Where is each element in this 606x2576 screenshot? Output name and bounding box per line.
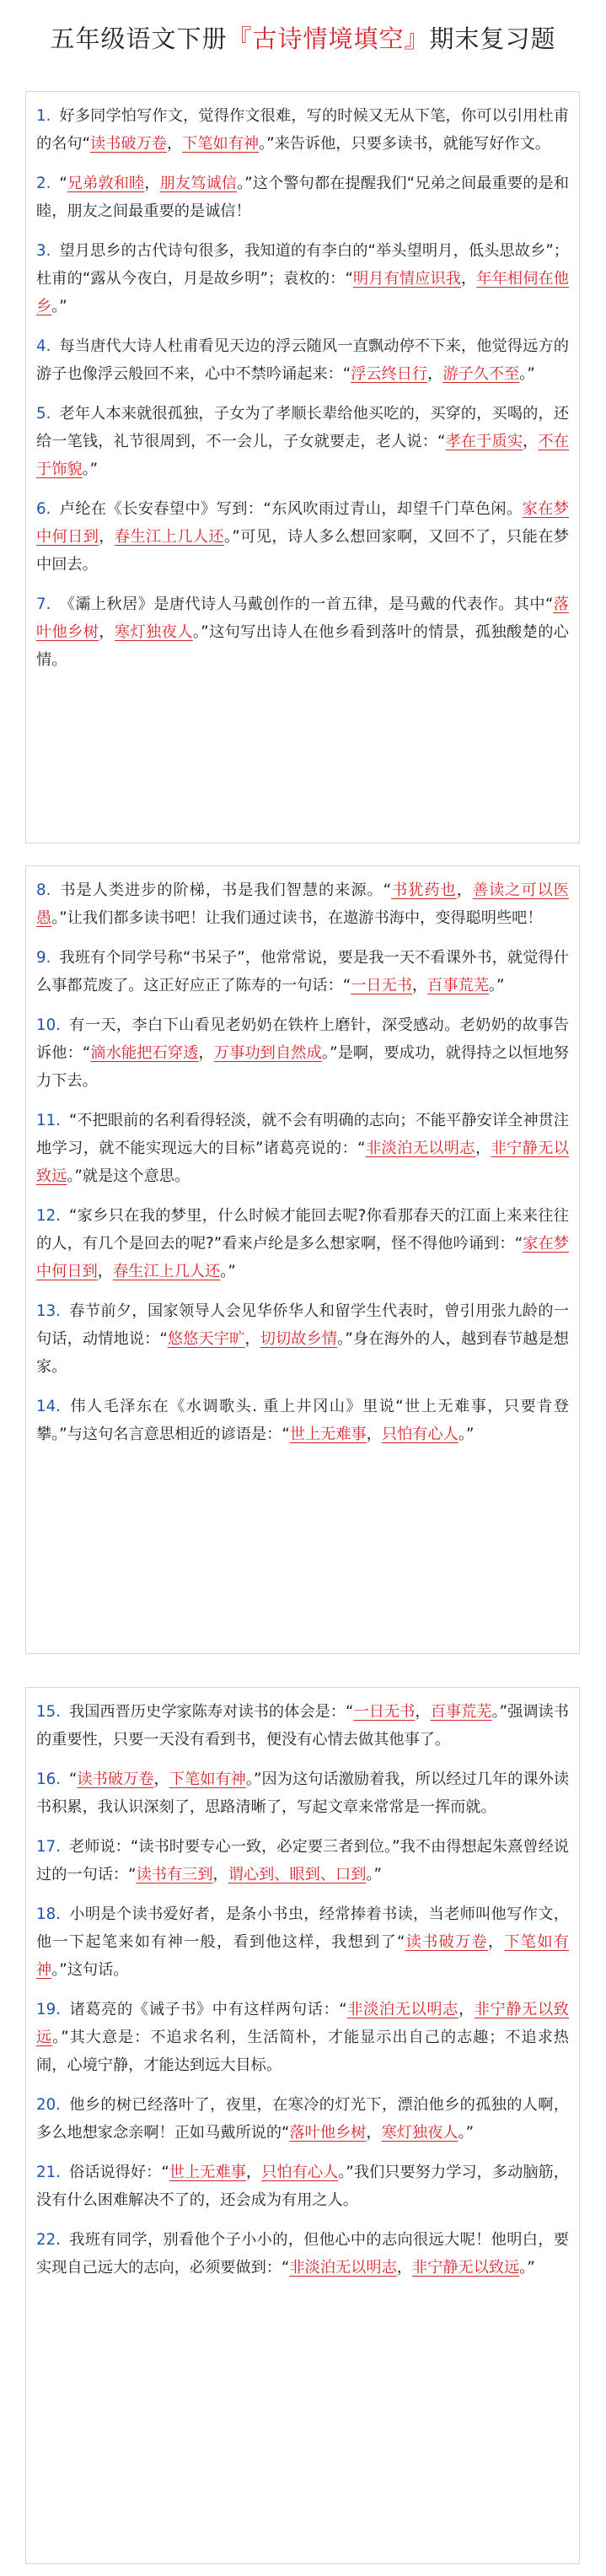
answer-text: 年年相伺在他乡: [36, 270, 569, 315]
question-text: 。”: [220, 1263, 236, 1280]
question-text: “不把眼前的名利看得轻淡，就不会有明确的志向；不能平静安详全神贯注地学习，就不能实现远大的目标”诸葛亮说的：“: [36, 1112, 569, 1157]
question-text: 我班有同学，别看他个子小小的，但他心中的志向很远大呢！他明白，要实现自己远大的志向，必须要做到：“: [36, 2231, 569, 2277]
question-card-3: [25, 1687, 580, 2564]
question-text: 。”是啊，要成功，就得持之以恒地努力下去。: [36, 1044, 569, 1090]
question-text: ，: [523, 433, 539, 450]
question-text: ，: [461, 270, 477, 288]
answer-text: 游子久不至: [442, 365, 520, 383]
answer-text: 读书破万卷: [405, 1933, 488, 1951]
question-item: [36, 170, 569, 225]
question-number: 1.: [36, 107, 51, 125]
question-text: 《灞上秋居》是唐代诗人马戴创作的一首五律，是马戴的代表作。其中“: [59, 595, 554, 613]
title-suffix: 期末复习题: [429, 24, 556, 53]
answer-text: 读书破万卷: [90, 135, 167, 153]
question-number: 17.: [36, 1838, 61, 1856]
question-number: 5.: [36, 405, 51, 423]
question-text: 他乡的树已经落叶了，夜里，在寒冷的灯光下，漂泊他乡的孤独的人啊，多么地想家念亲啊！正如马戴所说的“: [36, 2096, 569, 2142]
answer-text: 滴水能把石穿透: [90, 1044, 199, 1062]
question-text: 伟人毛泽东在《水调歌头. 重上井冈山》里说“世上无难事，只要肯登攀。”与这句名言意思相近的谚语是：“: [36, 1398, 569, 1443]
answer-text: 下笔如有神: [36, 1933, 569, 1979]
question-text: ，: [458, 2001, 475, 2018]
answer-text: 孝在于质实: [445, 433, 523, 450]
question-item: [36, 332, 569, 388]
question-text: 。”这句话。: [51, 1961, 129, 1979]
question-text: 俗话说得好：“: [68, 2164, 169, 2181]
question-item: [36, 1107, 569, 1190]
question-item: [36, 2158, 569, 2214]
question-text: 。”: [51, 298, 67, 315]
question-text: 好多同学怕写作文，觉得作文很难，写的时候又无从下笔，你可以引用杜甫的名句“: [36, 107, 569, 153]
question-text: ，: [487, 1933, 505, 1951]
question-item: [36, 1698, 569, 1754]
answer-text: 世上无难事: [289, 1425, 367, 1443]
answer-text: 万事功到自然成: [213, 1044, 322, 1062]
question-item: [36, 1393, 569, 1448]
title-prefix: 五年级语文下册: [50, 24, 228, 53]
question-number: 21.: [36, 2164, 61, 2181]
question-text: 春节前夕，国家领导人会见华侨华人和留学生代表时，曾引用张九龄的一句话，动情地说：“: [36, 1302, 569, 1348]
title-highlight: 『古诗情境填空』: [227, 24, 430, 53]
question-text: 望月思乡的古代诗句很多，我知道的有李白的“举头望明月，低头思故乡”；杜甫的“露从今夜白，月是故乡明”；袁枚的：“: [36, 242, 569, 288]
question-text: ，: [411, 977, 428, 994]
question-text: 。”: [519, 365, 535, 383]
answer-text: 非宁静无以致远: [36, 1140, 569, 1185]
answer-text: 书犹药也: [391, 881, 457, 899]
question-text: 老师说：“读书时要专心一致，必定要三者到位。”我不由得想起朱熹曾经说过的一句话：“: [36, 1838, 569, 1883]
answer-text: 春生江上几人还: [112, 1263, 221, 1280]
answer-text: 兄弟敦和睦: [67, 175, 145, 192]
question-item: [36, 1011, 569, 1095]
question-text: 。”可见，诗人多么想回家啊，又回不了，只能在梦中回去。: [36, 528, 569, 574]
answer-text: 切切故乡情: [260, 1330, 338, 1348]
question-item: [36, 590, 569, 674]
question-text: ，: [97, 1263, 113, 1280]
question-text: ，: [212, 1866, 228, 1883]
answer-text: 下笔如有神: [182, 135, 260, 153]
question-text: ，: [153, 1770, 169, 1788]
question-number: 4.: [36, 337, 51, 355]
question-text: “家乡只在我的梦里，什么时候才能回去呢?你看那春天的江面上来来往往的人，有几个是回去的呢?”看来卢纶是多么想家啊，怪不得他吟诵到：“: [36, 1207, 569, 1253]
question-text: 书是人类进步的阶梯，书是我们智慧的来源。“: [59, 881, 392, 899]
question-text: “: [59, 175, 67, 192]
question-number: 7.: [36, 595, 51, 613]
question-number: 22.: [36, 2231, 61, 2249]
question-item: [36, 1765, 569, 1821]
answer-text: 落叶他乡树: [289, 2124, 367, 2142]
answer-text: 只怕有心人: [381, 1425, 459, 1443]
answer-text: 家在梦中何日到: [36, 500, 569, 546]
question-text: 。”其大意是：不追求名利，生活简朴，才能显示出自己的志趣；不追求热闹，心境宁静，才能达到远大目标。: [36, 2029, 569, 2074]
answer-text: 一日无书: [353, 1703, 416, 1721]
question-number: 6.: [36, 500, 51, 518]
answer-text: 百事荒芜: [427, 977, 489, 994]
question-text: ，: [244, 1330, 260, 1348]
answer-text: 谓心到、眼到、口到: [228, 1866, 367, 1883]
answer-text: 落叶他乡树: [36, 595, 569, 641]
question-number: 9.: [36, 949, 51, 967]
question-item: [36, 944, 569, 1000]
question-item: [36, 1996, 569, 2079]
question-text: ，: [144, 175, 160, 192]
answer-text: 非淡泊无以明志: [365, 1140, 475, 1157]
answer-text: 明月有情应识我: [352, 270, 462, 288]
answer-text: 不在于饰貌: [36, 433, 569, 478]
question-text: ，: [427, 365, 443, 383]
question-number: 8.: [36, 881, 51, 899]
question-text: ，: [99, 623, 115, 641]
question-text: 。”来告诉他，只要多读书，就能写好作文。: [259, 135, 550, 153]
answer-text: 只怕有心人: [261, 2164, 339, 2181]
question-text: 。”: [82, 461, 99, 478]
answer-text: 悠悠天宇旷: [167, 1330, 245, 1348]
question-number: 3.: [36, 242, 51, 260]
question-text: ，: [475, 1140, 491, 1157]
question-item: [36, 102, 569, 158]
question-text: 我国西晋历史学家陈寿对读书的体会是：“: [68, 1703, 354, 1721]
question-text: “: [68, 1770, 78, 1788]
question-text: 每当唐代大诗人杜甫看见天边的浮云随风一直飘动停不下来，他觉得远方的游子也像浮云般回不来，心中不禁吟诵起来：“: [36, 337, 569, 383]
question-item: [36, 2091, 569, 2147]
question-text: 有一天，李白下山看见老奶奶在铁杵上磨针，深受感动。老奶奶的故事告诉他：“: [36, 1016, 569, 1062]
answer-text: 寒灯独夜人: [114, 623, 193, 641]
answer-text: 读书破万卷: [77, 1770, 154, 1788]
question-text: 。”身在海外的人，越到春节越是想家。: [36, 1330, 569, 1376]
question-item: [36, 2226, 569, 2282]
question-number: 16.: [36, 1770, 61, 1788]
question-text: 我班有个同学号称“书呆子”，他常常说，要是我一天不看课外书，就觉得什么事都荒废了。这正好应正了陈寿的一句话：“: [36, 949, 569, 994]
question-number: 11.: [36, 1112, 61, 1129]
question-number: 12.: [36, 1207, 61, 1225]
question-item: [36, 1900, 569, 1984]
question-text: 老年人本来就很孤独，子女为了孝顺长辈给他买吃的，买穿的，买喝的，还给一笔钱，礼节很周到，不一会儿，子女就要走，老人说：“: [36, 405, 569, 450]
answer-text: 非淡泊无以明志: [346, 2001, 459, 2018]
answer-text: 寒灯独夜人: [381, 2124, 459, 2142]
question-item: [36, 1202, 569, 1285]
question-text: 。”: [519, 2259, 535, 2277]
question-text: ，: [415, 1703, 431, 1721]
question-item: [36, 1297, 569, 1381]
answer-text: 非宁静无以致远: [36, 2001, 569, 2046]
answer-text: 浮云终日行: [351, 365, 428, 383]
question-item: [36, 495, 569, 579]
answer-text: 春生江上几人还: [114, 528, 224, 546]
question-text: 。”强调读书的重要性，只要一天没有看到书，便没有心情去做其他事了。: [36, 1703, 569, 1749]
question-card-1: [25, 91, 580, 843]
question-item: [36, 237, 569, 321]
question-card-2: [25, 865, 580, 1654]
answer-text: 百事荒芜: [430, 1703, 492, 1721]
question-item: [36, 400, 569, 483]
question-text: ，: [166, 135, 183, 153]
question-number: 15.: [36, 1703, 61, 1721]
question-item: [36, 1833, 569, 1889]
answer-text: 家在梦中何日到: [36, 1235, 569, 1280]
question-text: 。”这个警句都在提醒我们“兄弟之间最重要的是和睦，朋友之间最重要的是诚信！: [36, 175, 569, 220]
answer-text: 下笔如有神: [169, 1770, 246, 1788]
question-number: 10.: [36, 1016, 61, 1034]
question-text: 。”: [458, 2124, 475, 2142]
question-text: ，: [245, 2164, 262, 2181]
answer-text: 一日无书: [351, 977, 412, 994]
question-text: 。”这句写出诗人在他乡看到落叶的情景，孤独酸楚的心情。: [36, 623, 569, 669]
answer-text: 非宁静无以致远: [411, 2259, 520, 2277]
question-text: ，: [366, 1425, 382, 1443]
question-text: 诸葛亮的《诫子书》中有这样两句话：“: [68, 2001, 347, 2018]
question-text: ，: [396, 2259, 412, 2277]
question-text: 。”: [458, 1425, 475, 1443]
answer-text: 读书有三到: [136, 1866, 213, 1883]
answer-text: 善读之可以医愚: [36, 881, 569, 927]
question-text: 。”我们只要努力学习，多动脑筋，没有什么困难解决不了的，还会成为有用之人。: [36, 2164, 569, 2209]
answer-text: 非淡泊无以明志: [289, 2259, 397, 2277]
question-text: ，: [366, 2124, 382, 2142]
question-number: 2.: [36, 175, 51, 192]
question-item: [36, 876, 569, 932]
answer-text: 世上无难事: [169, 2164, 246, 2181]
question-text: ，: [99, 528, 115, 546]
question-text: 。”: [488, 977, 505, 994]
question-number: 20.: [36, 2096, 61, 2114]
question-text: 。”让我们都多读书吧！让我们通过读书，在遨游书海中，变得聪明些吧！: [51, 909, 543, 927]
question-text: 。”就是这个意思。: [67, 1167, 190, 1185]
question-text: 小明是个读书爱好者，是条小书虫，经常捧着书读，当老师叫他写作文，他一下起笔来如有神一般，看到他这样，我想到了“: [36, 1905, 569, 1951]
question-number: 18.: [36, 1905, 61, 1923]
question-number: 14.: [36, 1398, 61, 1415]
question-text: 。”: [366, 1866, 382, 1883]
question-text: ，: [198, 1044, 214, 1062]
question-number: 13.: [36, 1302, 61, 1320]
question-number: 19.: [36, 2001, 61, 2018]
question-text: ，: [456, 881, 473, 899]
question-text: 卢纶在《长安春望中》写到：“东风吹雨过青山，却望千门草色闲。: [59, 500, 523, 518]
page-title: [0, 20, 606, 55]
question-text: 。”因为这句话激励着我，所以经过几年的课外读书积累，我认识深刻了，思路清晰了，写起文章来常常是一挥而就。: [36, 1770, 569, 1816]
answer-text: 朋友笃诚信: [159, 175, 238, 192]
